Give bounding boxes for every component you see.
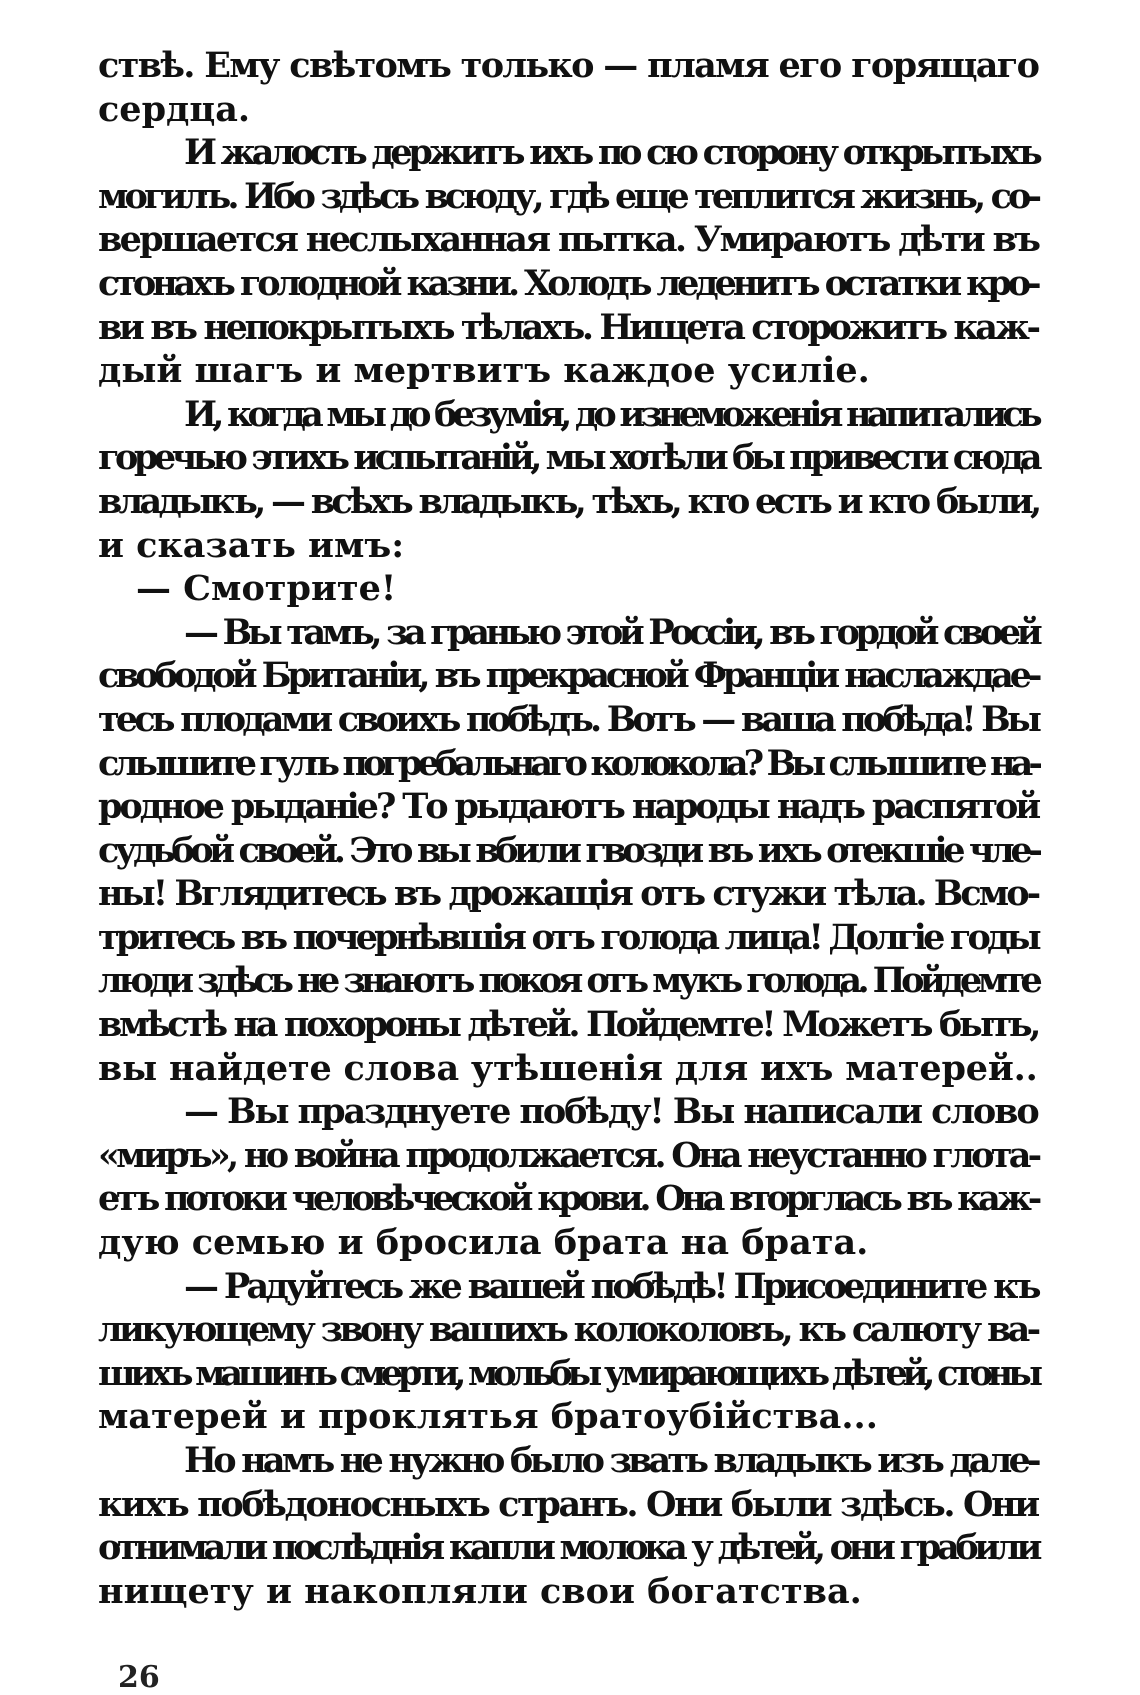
- text-line: могилъ. Ибо здѣсь всюду, гдѣ еще теплится жизнь, со-: [98, 175, 1039, 217]
- text-line: кихъ побѣдоносныхъ странъ. Они были здѣсь. Они: [98, 1483, 1038, 1525]
- text-line: Но намъ не нужно было звать владыкъ изъ дале-: [184, 1440, 1038, 1481]
- text-line: родное рыданіе? То рыдаютъ народы надъ распятой: [98, 786, 1039, 828]
- text-line: тесь плодами своихъ побѣдъ. Вотъ — ваша побѣда! Вы: [98, 698, 1039, 740]
- text-line: — Смотрите!: [136, 568, 397, 610]
- text-line: отнимали послѣднія капли молока у дѣтей, они грабили: [98, 1527, 1039, 1569]
- text-line: сердца.: [98, 88, 251, 130]
- text-line: владыкъ, — всѣхъ владыкъ, тѣхъ, кто есть и кто были,: [98, 480, 1039, 522]
- text-line: слышите гулъ погребальнаго колокола? Вы слышите на-: [98, 742, 1039, 784]
- text-line: и сказать имъ:: [98, 524, 405, 566]
- text-line: вершается неслыханная пытка. Умираютъ дѣти въ: [98, 219, 1039, 261]
- text-line: свободой Британіи, въ прекрасной Франціи наслаждае-: [98, 655, 1039, 697]
- page-number: 26: [118, 1660, 160, 1695]
- text-line: судьбой своей. Это вы вбили гвозди въ ихъ отекшіе чле-: [98, 829, 1039, 871]
- text-line: — Вы празднуете побѣду! Вы написали слово: [184, 1091, 1038, 1133]
- text-line: ви въ непокрытыхъ тѣлахъ. Нищета сторожитъ каж-: [98, 306, 1038, 348]
- text-line: стонахъ голодной казни. Холодъ леденитъ остатки кро-: [98, 262, 1038, 304]
- text-line: И, когда мы до безумія, до изнеможенія напитались: [184, 393, 1038, 435]
- text-line: вы найдете слова утѣшенія для ихъ матерей..: [98, 1047, 1038, 1089]
- text-line: матерей и проклятья братоубійства...: [98, 1396, 878, 1438]
- text-line: етъ потоки человѣческой крови. Она вторглась въ каж-: [98, 1178, 1038, 1220]
- text-line: люди здѣсь не знаютъ покоя отъ мукъ голода. Пойдемте: [98, 960, 1039, 1002]
- text-line: шихъ машинъ смерти, мольбы умирающихъ дѣтей, стоны: [98, 1352, 1038, 1394]
- text-line: — Вы тамъ, за гранью этой Россіи, въ гордой своей: [184, 611, 1039, 653]
- text-line: дую семью и бросила брата на брата.: [98, 1222, 869, 1264]
- page-text: [98, 44, 1038, 1613]
- text-line: тритесь въ почернѣвшія отъ голода лица! Долгіе годы: [98, 916, 1038, 958]
- text-line: «миръ», но война продолжается. Она неустанно глота-: [98, 1134, 1039, 1176]
- text-line: нищету и накопляли свои богатства.: [98, 1570, 862, 1612]
- text-line: ствѣ. Ему свѣтомъ только — пламя его горящаго: [98, 45, 1039, 86]
- text-line: — Радуйтесь же вашей побѣдѣ! Присоедините къ: [184, 1265, 1038, 1307]
- text-line: И жалость держитъ ихъ по сю сторону открытыхъ: [184, 132, 1039, 174]
- text-line: дый шагъ и мертвитъ каждое усиліе.: [98, 350, 870, 392]
- text-line: горечью этихъ испытаній, мы хотѣли бы привести сюда: [98, 437, 1039, 479]
- text-line: ликующему звону вашихъ колоколовъ, къ салюту ва-: [98, 1309, 1038, 1351]
- text-line: ны! Вглядитесь въ дрожащія отъ стужи тѣла. Всмо-: [98, 873, 1039, 915]
- text-line: вмѣстѣ на похороны дѣтей. Пойдемте! Можетъ быть,: [98, 1004, 1039, 1046]
